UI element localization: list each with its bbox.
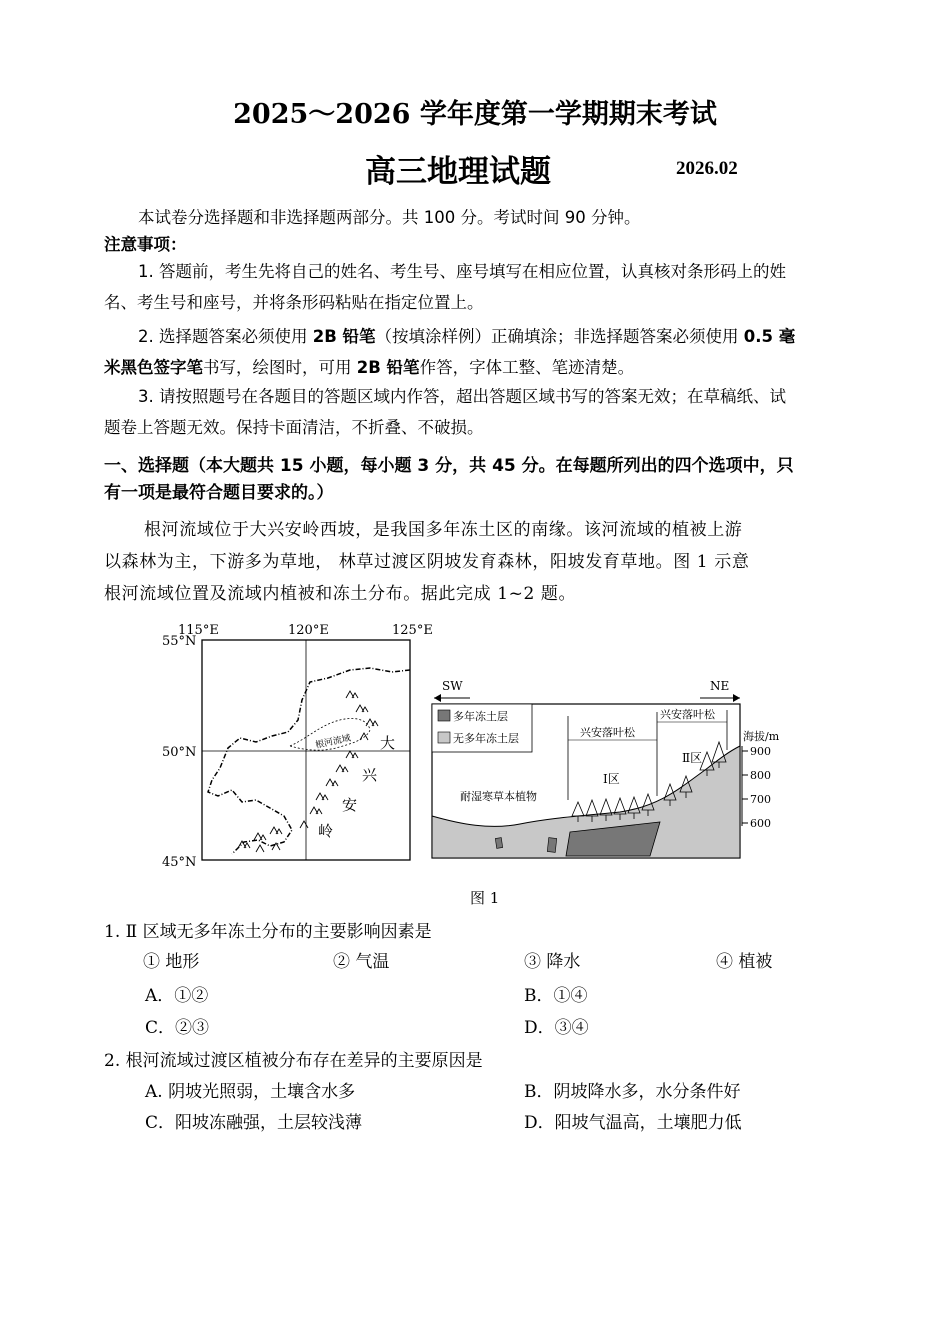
- section-heading-2: 有一项是最符合题目要求的。）: [104, 483, 334, 503]
- elev-tick-600: 600: [750, 817, 771, 830]
- notice-heading: 注意事项：: [104, 235, 187, 254]
- lon-label-115: 115°E: [178, 623, 219, 638]
- label-grass: 耐湿寒草本植物: [460, 790, 537, 803]
- q1-factor-3: ③ 降水: [524, 952, 581, 972]
- vegetation-profile: [432, 679, 780, 858]
- location-map: [162, 623, 433, 870]
- q1-factor-2: ② 气温: [333, 952, 390, 972]
- notice-item-1a: 1. 答题前，考生先将自己的姓名、考生号、座号填写在相应位置，认真核对条形码上的姓: [138, 262, 786, 281]
- notice-item-2b: 米黑色签字笔书写，绘图时，可用 2B 铅笔作答，字体工整、笔迹清楚。: [104, 358, 635, 377]
- lat-label-55: 55°N: [162, 634, 197, 649]
- q2-stem: 2. 根河流域过渡区植被分布存在差异的主要原因是: [104, 1051, 483, 1071]
- range-char-4: 岭: [318, 822, 334, 840]
- q1-option-b: B．①④: [524, 986, 588, 1006]
- passage-line-3: 根河流域位置及流域内植被和冻土分布。据此完成 1~2 题。: [104, 584, 577, 604]
- notice-item-1b: 名、考生号和座号，并将条形码粘贴在指定位置上。: [104, 293, 484, 312]
- lon-label-120: 120°E: [288, 623, 329, 638]
- lat-label-45: 45°N: [162, 855, 197, 870]
- notice-item-2a: 2. 选择题答案必须使用 2B 铅笔（按填涂样例）正确填涂；非选择题答案必须使用 0.5 毫: [138, 327, 796, 346]
- arrow-right-icon: [733, 694, 740, 702]
- elev-tick-700: 700: [750, 793, 771, 806]
- figure-1: [160, 620, 790, 875]
- exam-title: 2025～2026 学年度第一学期期末考试: [233, 99, 717, 130]
- q1-option-c: C．②③: [145, 1018, 210, 1038]
- elev-tick-800: 800: [750, 769, 771, 782]
- notice-item-3a: 3. 请按照题号在各题目的答题区域内作答，超出答题区域书写的答案无效；在草稿纸、试: [138, 387, 786, 406]
- q2-option-c: C．阳坡冻融强，土层较浅薄: [145, 1113, 363, 1133]
- dir-sw-label: SW: [442, 679, 463, 693]
- section-heading-1: 一、选择题（本大题共 15 小题，每小题 3 分，共 45 分。在每题所列出的四个选项中，只: [104, 456, 794, 476]
- q1-factor-4: ④ 植被: [716, 952, 773, 972]
- label-larch-1: 兴安落叶松: [580, 726, 635, 739]
- q2-option-d: D．阳坡气温高，土壤肥力低: [524, 1113, 742, 1133]
- elev-tick-900: 900: [750, 745, 771, 758]
- dir-ne-label: NE: [710, 679, 730, 693]
- q2-option-b: B．阴坡降水多，水分条件好: [524, 1082, 741, 1102]
- range-char-3: 安: [342, 796, 358, 814]
- q1-stem: 1. Ⅱ 区域无多年冻土分布的主要影响因素是: [104, 922, 432, 942]
- intro-text: 本试卷分选择题和非选择题两部分。共 100 分。考试时间 90 分钟。: [138, 208, 641, 227]
- label-zone-1: Ⅰ区: [603, 772, 620, 786]
- q1-option-d: D．③④: [524, 1018, 589, 1038]
- label-larch-2: 兴安落叶松: [660, 708, 715, 721]
- notice-item-3b: 题卷上答题无效。保持卡面清洁，不折叠、不破损。: [104, 418, 484, 437]
- range-char-2: 兴: [362, 766, 378, 784]
- q2-option-a: A. 阴坡光照弱，土壤含水多: [145, 1082, 356, 1102]
- passage-line-2: 以森林为主，下游多为草地， 林草过渡区阴坡发育森林，阳坡发育草地。图 1 示意: [104, 552, 750, 572]
- arrow-left-icon: [434, 694, 441, 702]
- q1-factor-1: ① 地形: [143, 952, 200, 972]
- label-zone-2: Ⅱ区: [682, 751, 703, 765]
- elev-title: 海拔/m: [743, 730, 780, 743]
- lat-label-50: 50°N: [162, 745, 197, 760]
- basin-label: 根河流域: [314, 733, 352, 751]
- q1-option-a: A．①②: [145, 986, 209, 1006]
- legend-nonperma: 无多年冻土层: [453, 732, 519, 745]
- lon-label-125: 125°E: [392, 623, 433, 638]
- exam-subtitle: 高三地理试题: [365, 154, 551, 190]
- legend-perma: 多年冻土层: [453, 710, 508, 723]
- exam-date: 2026.02: [676, 158, 738, 179]
- figure-caption: 图 1: [470, 889, 500, 907]
- range-char-1: 大: [380, 734, 396, 752]
- passage-line-1: 根河流域位于大兴安岭西坡，是我国多年冻土区的南缘。该河流域的植被上游: [144, 520, 743, 540]
